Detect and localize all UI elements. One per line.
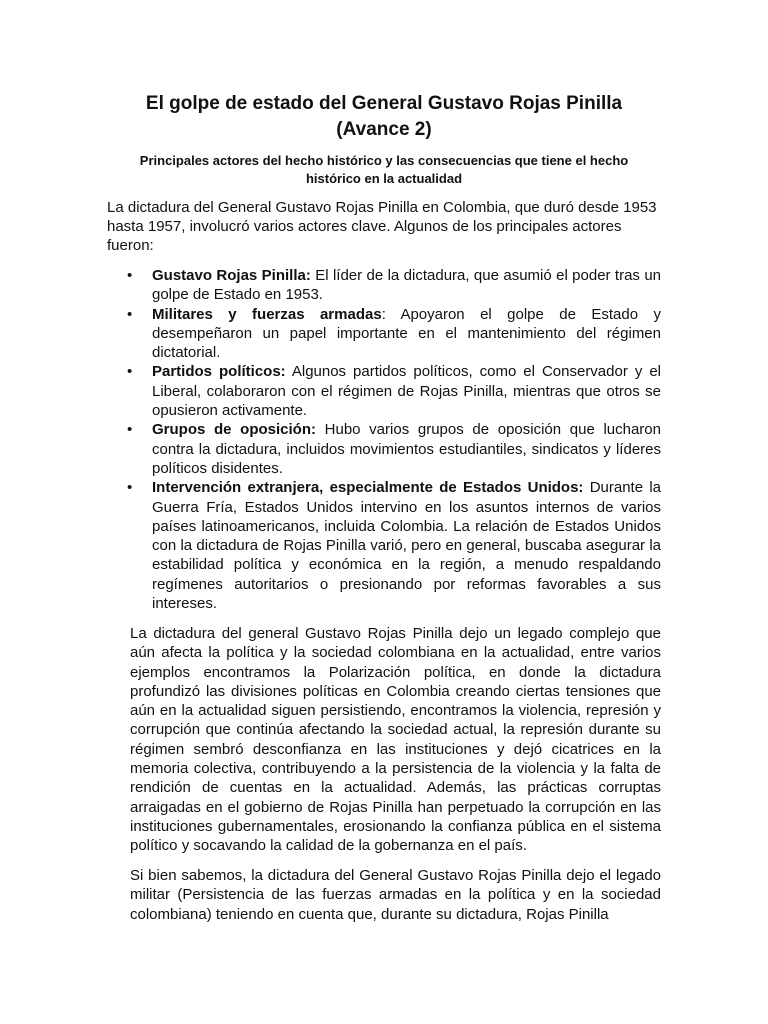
list-item-text: Algunos partidos políticos, como el Conservador y el Liberal, colaboraron con el régimen de Rojas Pinilla, mientras que otros se opusieron activamente. (152, 363, 661, 420)
list-item-term: Gustavo Rojas Pinilla: (152, 267, 311, 284)
intro-paragraph: La dictadura del General Gustavo Rojas Pinilla en Colombia, que duró desde 1953 hasta 1957, involucró varios actores clave. Algunos de los principales actores fueron: (107, 199, 657, 254)
list-item-term: Intervención extranjera, especialmente de Estados Unidos: (152, 479, 584, 497)
list-item (107, 266, 661, 305)
list-item-text: Durante la Guerra Fría, Estados Unidos intervino en los asuntos internos de varios países latinoamericanos, incluida Colombia. La relación de Estados Unidos con la dictadura de Rojas Pinilla varió, pero en general, buscaba asegurar la estabilidad política y económica en la región, a menudo respaldando regímenes autoritarios o presionando por reformas favorables a sus intereses. (152, 479, 661, 613)
list-item-term: Partidos políticos: (152, 363, 286, 381)
list-item-text: Hubo varios grupos de oposición que lucharon contra la dictadura, incluidos movimientos estudiantiles, sindicatos y líderes políticos disidentes. (152, 421, 661, 477)
bullet-icon: • (127, 421, 133, 439)
list-item (107, 478, 661, 613)
title-line-1: El golpe de estado del General Gustavo Rojas Pinilla (145, 93, 623, 114)
bullet-icon: • (127, 267, 133, 284)
bullet-icon: • (127, 305, 133, 323)
bullet-icon: • (127, 363, 133, 381)
actors-list (107, 266, 661, 613)
list-item (107, 362, 661, 420)
list-item-term: Grupos de oposición: (152, 421, 316, 439)
list-item-text: : Apoyaron el golpe de Estado y desempeñaron un papel importante en el mantenimiento del régimen dictatorial. (152, 305, 661, 362)
list-item (107, 305, 661, 363)
list-item (107, 420, 661, 478)
military-legacy-paragraph: Si bien sabemos, la dictadura del General Gustavo Rojas Pinilla dejo el legado militar (Persistencia de las fuerzas armadas en la política y en la sociedad colombiana) teniendo en cuenta que, durante su dictadura, Rojas Pinilla (130, 867, 661, 923)
document-title (100, 91, 668, 143)
list-item-text: El líder de la dictadura, que asumió el poder tras un golpe de Estado en 1953. (152, 267, 662, 304)
bullet-icon: • (127, 479, 133, 497)
document-subtitle: Principales actores del hecho histórico y las consecuencias que tiene el hecho histórico en la actualidad (139, 153, 629, 186)
legacy-paragraph: La dictadura del general Gustavo Rojas Pinilla dejo un legado complejo que aún afecta la política y la sociedad colombiana en la actualidad, entre varios ejemplos encontramos la Polarización política, en donde la dictadura profundizó las divisiones políticas en Colombia creando ciertas tensiones que aún en la actualidad siguen persistiendo, encontramos la violencia, represión y corrupción que continúa afectando la sociedad actual, la represión durante su régimen sembró desconfianza en las instituciones y dejó cicatrices en la memoria colectiva, contribuyendo a la persistencia de la violencia y la falta de rendición de cuentas en la actualidad. Además, las prácticas corruptas arraigadas en el gobierno de Rojas Pinilla han perpetuado la corrupción en las instituciones gubernamentales, erosionando la confianza pública en el sistema político y socavando la calidad de la gobernanza en el país. (130, 625, 661, 855)
title-line-2: (Avance 2) (336, 119, 432, 140)
list-item-term: Militares y fuerzas armadas (152, 305, 382, 323)
